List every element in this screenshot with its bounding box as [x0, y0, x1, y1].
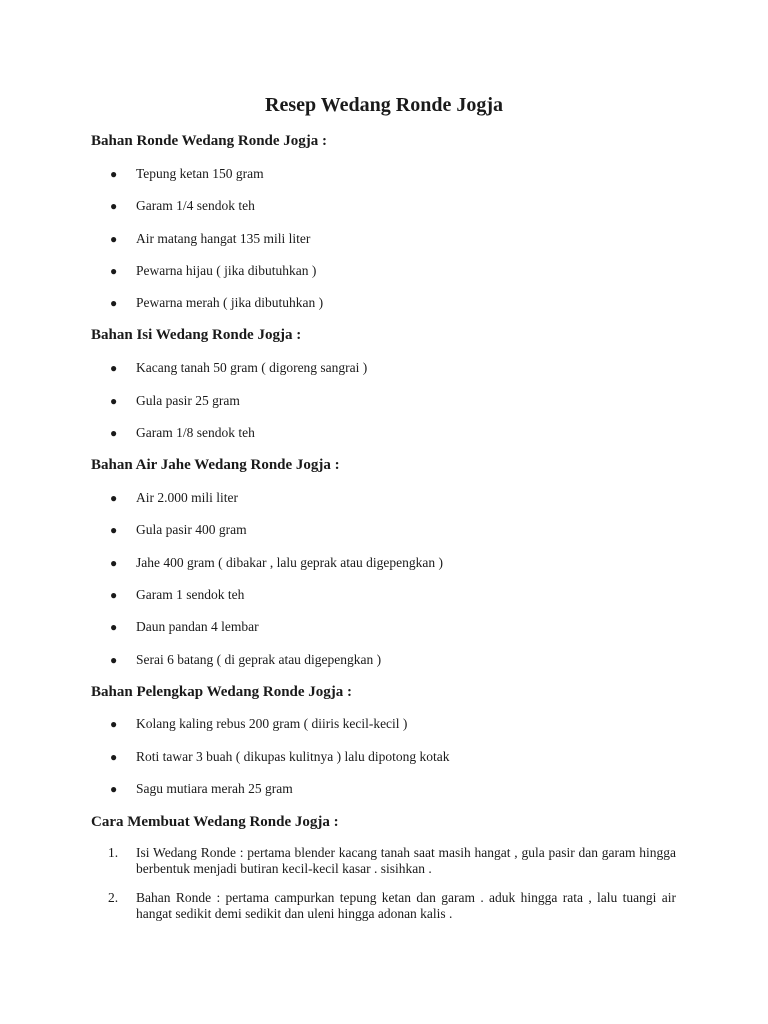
list-item-text: Garam 1 sendok teh	[136, 587, 245, 602]
list-item-text: Kolang kaling rebus 200 gram ( diiris kecil-kecil )	[136, 716, 408, 731]
section-heading-bahan-ronde: Bahan Ronde Wedang Ronde Jogja :	[91, 133, 328, 149]
section-heading-bahan-air-jahe: Bahan Air Jahe Wedang Ronde Jogja :	[91, 457, 340, 473]
bullet-icon: ●	[110, 296, 118, 310]
list-item-text: Garam 1/8 sendok teh	[136, 425, 255, 440]
section-heading-cara-membuat: Cara Membuat Wedang Ronde Jogja :	[91, 814, 339, 830]
list-item-text: Tepung ketan 150 gram	[136, 166, 264, 181]
step-item	[110, 890, 676, 922]
list-item-text: Garam 1/4 sendok teh	[136, 198, 255, 213]
bullet-icon: ●	[110, 717, 118, 731]
bullet-icon: ●	[110, 426, 118, 440]
list-item-text: Gula pasir 25 gram	[136, 393, 240, 408]
section-heading-bahan-pelengkap: Bahan Pelengkap Wedang Ronde Jogja :	[91, 684, 353, 700]
list-item-text: Jahe 400 gram ( dibakar , lalu geprak atau digepengkan )	[136, 555, 444, 570]
bullet-icon: ●	[110, 556, 118, 570]
bullet-icon: ●	[110, 199, 118, 213]
bullet-icon: ●	[110, 523, 118, 537]
list-item-text: Serai 6 batang ( di geprak atau digepengkan )	[136, 652, 382, 667]
list-item-text: Daun pandan 4 lembar	[136, 619, 259, 634]
step-text: Isi Wedang Ronde : pertama blender kacang tanah saat masih hangat , gula pasir dan garam hingga berbentuk menjadi butiran kecil-kecil kasar . sisihkan .	[136, 845, 676, 876]
bullet-icon: ●	[110, 653, 118, 667]
list-item-text: Air matang hangat 135 mili liter	[136, 231, 311, 246]
bullet-icon: ●	[110, 264, 118, 278]
bullet-icon: ●	[110, 750, 118, 764]
bullet-icon: ●	[110, 232, 118, 246]
step-number: 1.	[108, 845, 119, 860]
bullet-icon: ●	[110, 782, 118, 796]
list-item-text: Pewarna merah ( jika dibutuhkan )	[136, 295, 324, 310]
list-item-text: Roti tawar 3 buah ( dikupas kulitnya ) lalu dipotong kotak	[136, 749, 450, 764]
list-item-text: Kacang tanah 50 gram ( digoreng sangrai )	[136, 360, 368, 375]
step-item	[110, 845, 676, 877]
step-text: Bahan Ronde : pertama campurkan tepung ketan dan garam . aduk hingga rata , lalu tuangi air hangat sedikit demi sedikit dan uleni hingga adonan kalis .	[136, 890, 676, 921]
list-item-text: Sagu mutiara merah 25 gram	[136, 781, 293, 796]
step-number: 2.	[108, 890, 119, 905]
list-item-text: Gula pasir 400 gram	[136, 522, 247, 537]
bullet-icon: ●	[110, 167, 118, 181]
bullet-icon: ●	[110, 394, 118, 408]
bullet-icon: ●	[110, 588, 118, 602]
section-heading-bahan-isi: Bahan Isi Wedang Ronde Jogja :	[91, 327, 302, 343]
bullet-icon: ●	[110, 620, 118, 634]
bullet-icon: ●	[110, 361, 118, 375]
list-item-text: Air 2.000 mili liter	[136, 490, 238, 505]
bullet-icon: ●	[110, 491, 118, 505]
page-title: Resep Wedang Ronde Jogja	[265, 94, 503, 116]
list-item-text: Pewarna hijau ( jika dibutuhkan )	[136, 263, 317, 278]
